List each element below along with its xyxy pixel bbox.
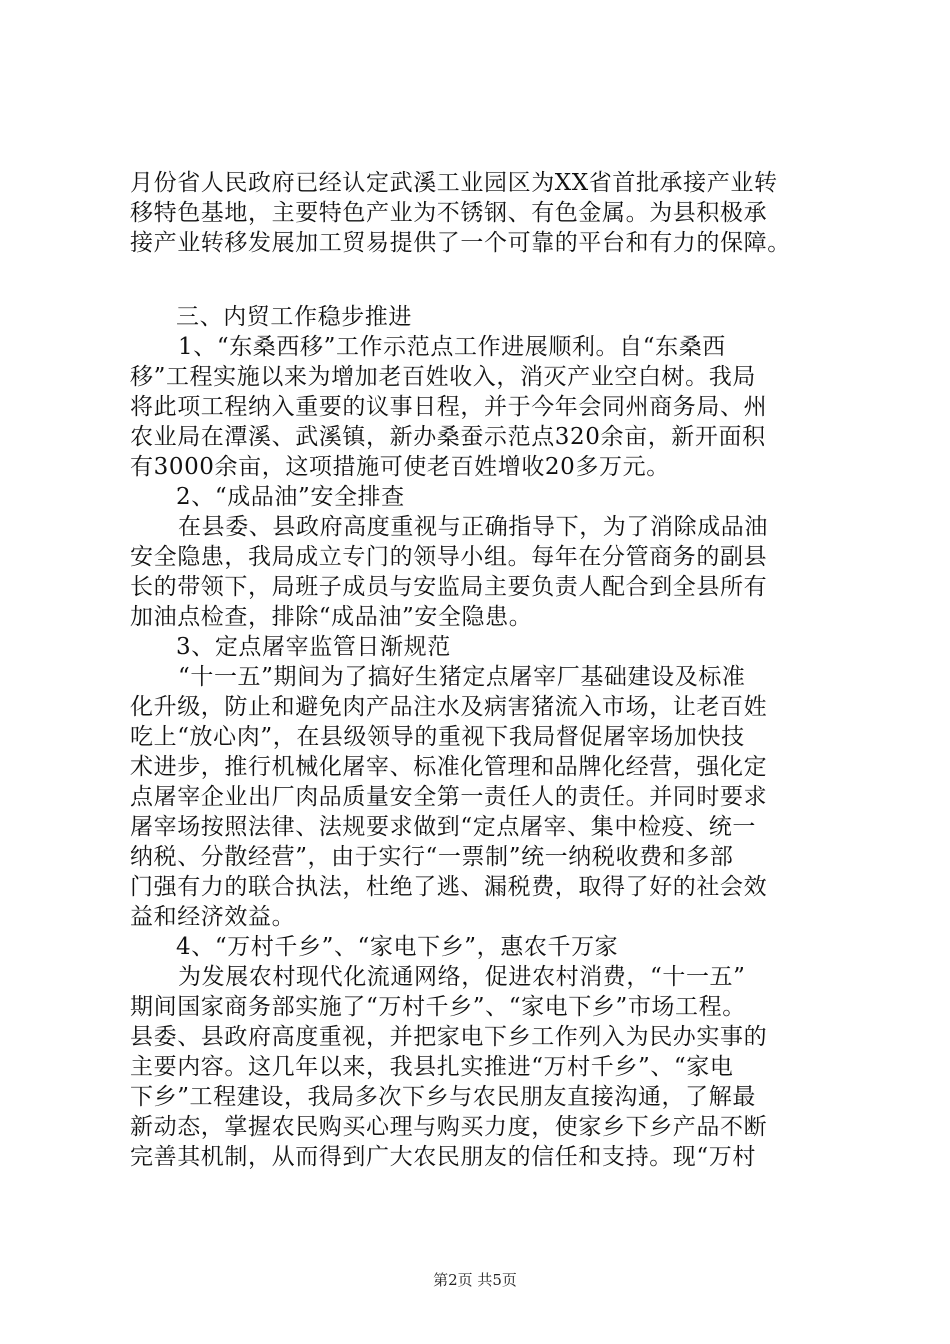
paragraph-line: 1、“东桑西移”工作示范点工作进展顺利。自“东桑西 [178,334,726,360]
paragraph-line: “十一五”期间为了搞好生猪定点屠宰厂基础建设及标准 [178,664,746,690]
document-body [130,168,830,1172]
paragraph-line: 屠宰场按照法律、法规要求做到“定点屠宰、集中检疫、统一 [130,814,756,840]
paragraph-line: 为发展农村现代化流通网络，促进农村消费，“十一五” [178,964,746,990]
paragraph-line: 益和经济效益。 [130,904,296,930]
subsection-heading: 3、定点屠宰监管日渐规范 [176,634,451,660]
paragraph-line: 移”工程实施以来为增加老百姓收入，消灭产业空白树。我局 [130,364,756,390]
paragraph-line: 县委、县政府高度重视，并把家电下乡工作列入为民办实事的 [130,1024,768,1050]
subsection-heading: 4、“万村千乡”、“家电下乡”，惠农千万家 [176,934,619,960]
paragraph-line: 将此项工程纳入重要的议事日程，并于今年会同州商务局、州 [130,394,768,420]
paragraph-line: 安全隐患，我局成立专门的领导小组。每年在分管商务的副县 [130,544,768,570]
paragraph-line: 术进步，推行机械化屠宰、标准化管理和品牌化经营，强化定 [130,754,768,780]
paragraph-line: 期间国家商务部实施了“万村千乡”、“家电下乡”市场工程。 [130,994,746,1020]
section-heading: 三、内贸工作稳步推进 [176,304,412,330]
paragraph-line: 月份省人民政府已经认定武溪工业园区为XX省首批承接产业转 [130,170,778,196]
paragraph-line: 纳税、分散经营”，由于实行“一票制”统一纳税收费和多部 [130,844,734,870]
subsection-heading: 2、“成品油”安全排查 [176,484,405,510]
paragraph-line: 移特色基地，主要特色产业为不锈钢、有色金属。为县积极承 [130,200,768,226]
paragraph-gap [130,258,830,302]
paragraph-line: 新动态，掌握农民购买心理与购买力度，使家乡下乡产品不断 [130,1114,768,1140]
page-number-footer: 第2页 共5页 [433,1271,517,1289]
paragraph-line: 点屠宰企业出厂肉品质量安全第一责任人的责任。并同时要求 [130,784,768,810]
paragraph-line: 完善其机制，从而得到广大农民朋友的信任和支持。现“万村 [130,1144,756,1170]
paragraph-line: 下乡”工程建设，我局多次下乡与农民朋友直接沟通，了解最 [130,1084,756,1110]
paragraph-line: 在县委、县政府高度重视与正确指导下，为了消除成品油 [178,514,768,540]
paragraph-line: 加油点检查，排除“成品油”安全隐患。 [130,604,533,630]
paragraph-line: 主要内容。这几年以来，我县扎实推进“万村千乡”、“家电 [130,1054,734,1080]
paragraph-line: 有3000余亩，这项措施可使老百姓增收20多万元。 [130,454,670,480]
paragraph-line: 长的带领下，局班子成员与安监局主要负责人配合到全县所有 [130,574,768,600]
paragraph-line: 门强有力的联合执法，杜绝了逃、漏税费，取得了好的社会效 [130,874,768,900]
paragraph-line: 化升级，防止和避免肉产品注水及病害猪流入市场，让老百姓 [130,694,768,720]
paragraph-line: 吃上“放心肉”，在县级领导的重视下我局督促屠宰场加快技 [130,724,745,750]
paragraph-line: 农业局在潭溪、武溪镇，新办桑蚕示范点320余亩，新开面积 [130,424,766,450]
paragraph-line: 接产业转移发展加工贸易提供了一个可靠的平台和有力的保障。 [130,230,791,256]
